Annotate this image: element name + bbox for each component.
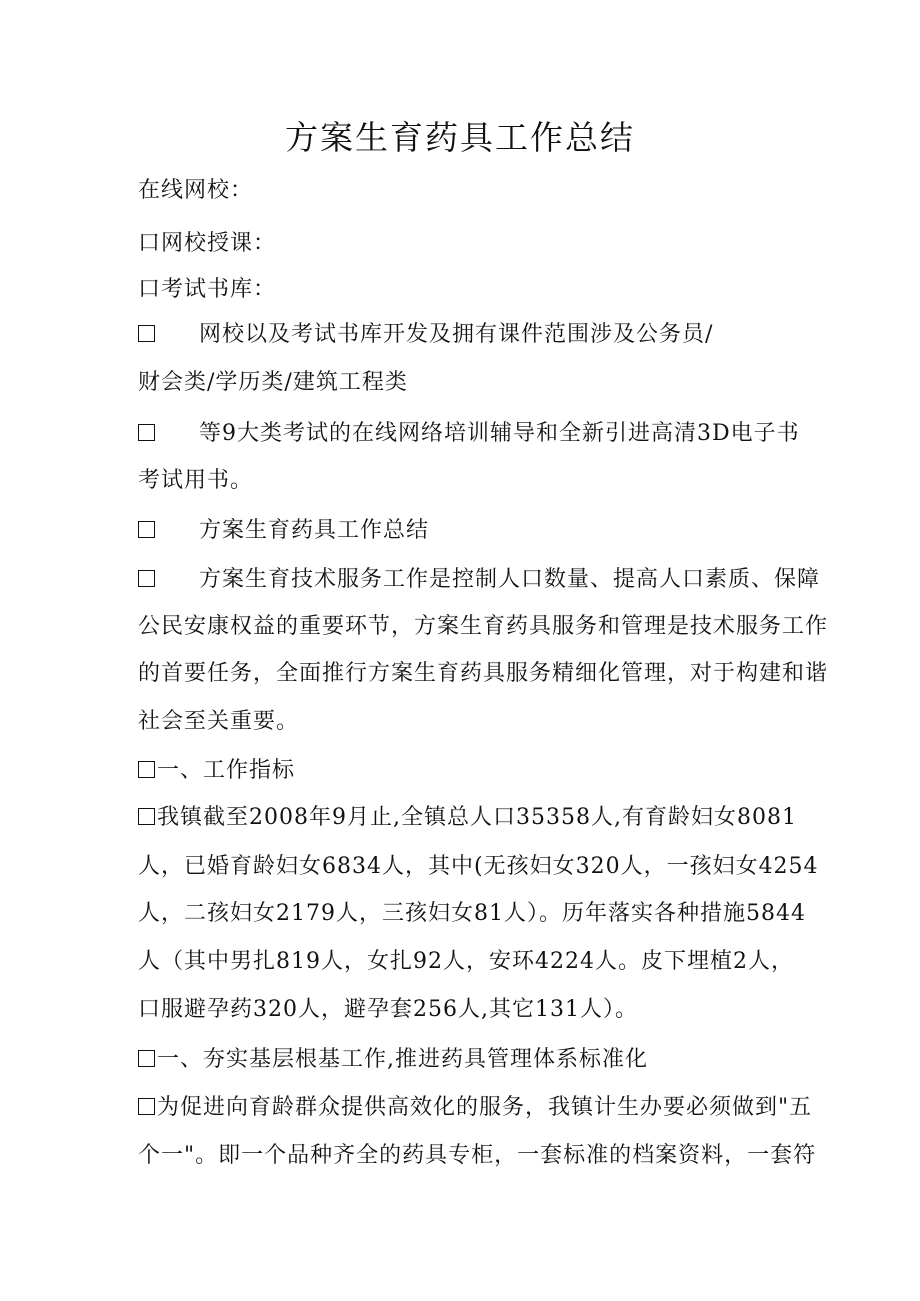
- checkbox-icon: [138, 521, 155, 538]
- line-text: 网校以及考试书库开发及拥有课件范围涉及公务员/: [199, 322, 714, 347]
- checkbox-icon: [138, 1050, 155, 1067]
- paragraph-line: 公民安康权益的重要环节，方案生育药具服务和管理是技术服务工作: [138, 614, 829, 639]
- paragraph-line: [138, 755, 788, 787]
- paragraph-line: [138, 1044, 788, 1076]
- paragraph-line: 人，二孩妇女2179人，三孩妇女81人）。历年落实各种措施5844: [138, 901, 806, 926]
- checkbox-icon: [138, 570, 155, 587]
- document-title: 方案生育药具工作总结: [285, 118, 635, 157]
- paragraph-line: 考试用书。: [138, 468, 254, 493]
- paragraph-line: 口网校授课：: [138, 231, 277, 256]
- paragraph-line: 个一"。即一个品种齐全的药具专柜，一套标准的档案资料，一套符: [138, 1143, 817, 1168]
- paragraph-line: 财会类/学历类/建筑工程类: [138, 370, 408, 395]
- line-text: 一、工作指标: [157, 758, 296, 783]
- paragraph-line: [138, 418, 800, 450]
- line-text: 方案生育技术服务工作是控制人口数量、提高人口素质、保障: [199, 567, 821, 592]
- line-text: 等9大类考试的在线网络培训辅导和全新引进高清3D电子书: [199, 421, 800, 446]
- paragraph-line: 人（其中男扎819人，女扎92人，安环4224人。皮下埋植2人，: [138, 949, 794, 974]
- paragraph-line: [138, 515, 788, 547]
- paragraph-line: 的首要任务，全面推行方案生育药具服务精细化管理，对于构建和谐: [138, 661, 829, 686]
- paragraph-line: [138, 319, 788, 351]
- paragraph-line: [138, 1092, 813, 1124]
- checkbox-icon: [138, 424, 155, 441]
- line-text: 为促进向育龄群众提供高效化的服务，我镇计生办要必须做到"五: [157, 1095, 813, 1120]
- checkbox-icon: [138, 808, 155, 825]
- paragraph-line: [138, 564, 821, 596]
- checkbox-icon: [138, 325, 155, 342]
- paragraph-line: 在线网校：: [138, 178, 254, 203]
- paragraph-line: 口服避孕药320人，避孕套256人,其它131人）。: [138, 997, 638, 1022]
- paragraph-line: 人，已婚育龄妇女6834人，其中(无孩妇女320人，一孩妇女4254: [138, 854, 819, 879]
- checkbox-icon: [138, 761, 155, 778]
- line-text: 我镇截至2008年9月止,全镇总人口35358人,有育龄妇女8081: [157, 805, 797, 830]
- checkbox-icon: [138, 1098, 155, 1115]
- line-text: 一、夯实基层根基工作,推进药具管理体系标准化: [157, 1047, 648, 1072]
- paragraph-line: [138, 802, 797, 834]
- paragraph-line: 社会至关重要。: [138, 709, 300, 734]
- paragraph-line: 口考试书库：: [138, 277, 277, 302]
- line-text: 方案生育药具工作总结: [199, 518, 430, 543]
